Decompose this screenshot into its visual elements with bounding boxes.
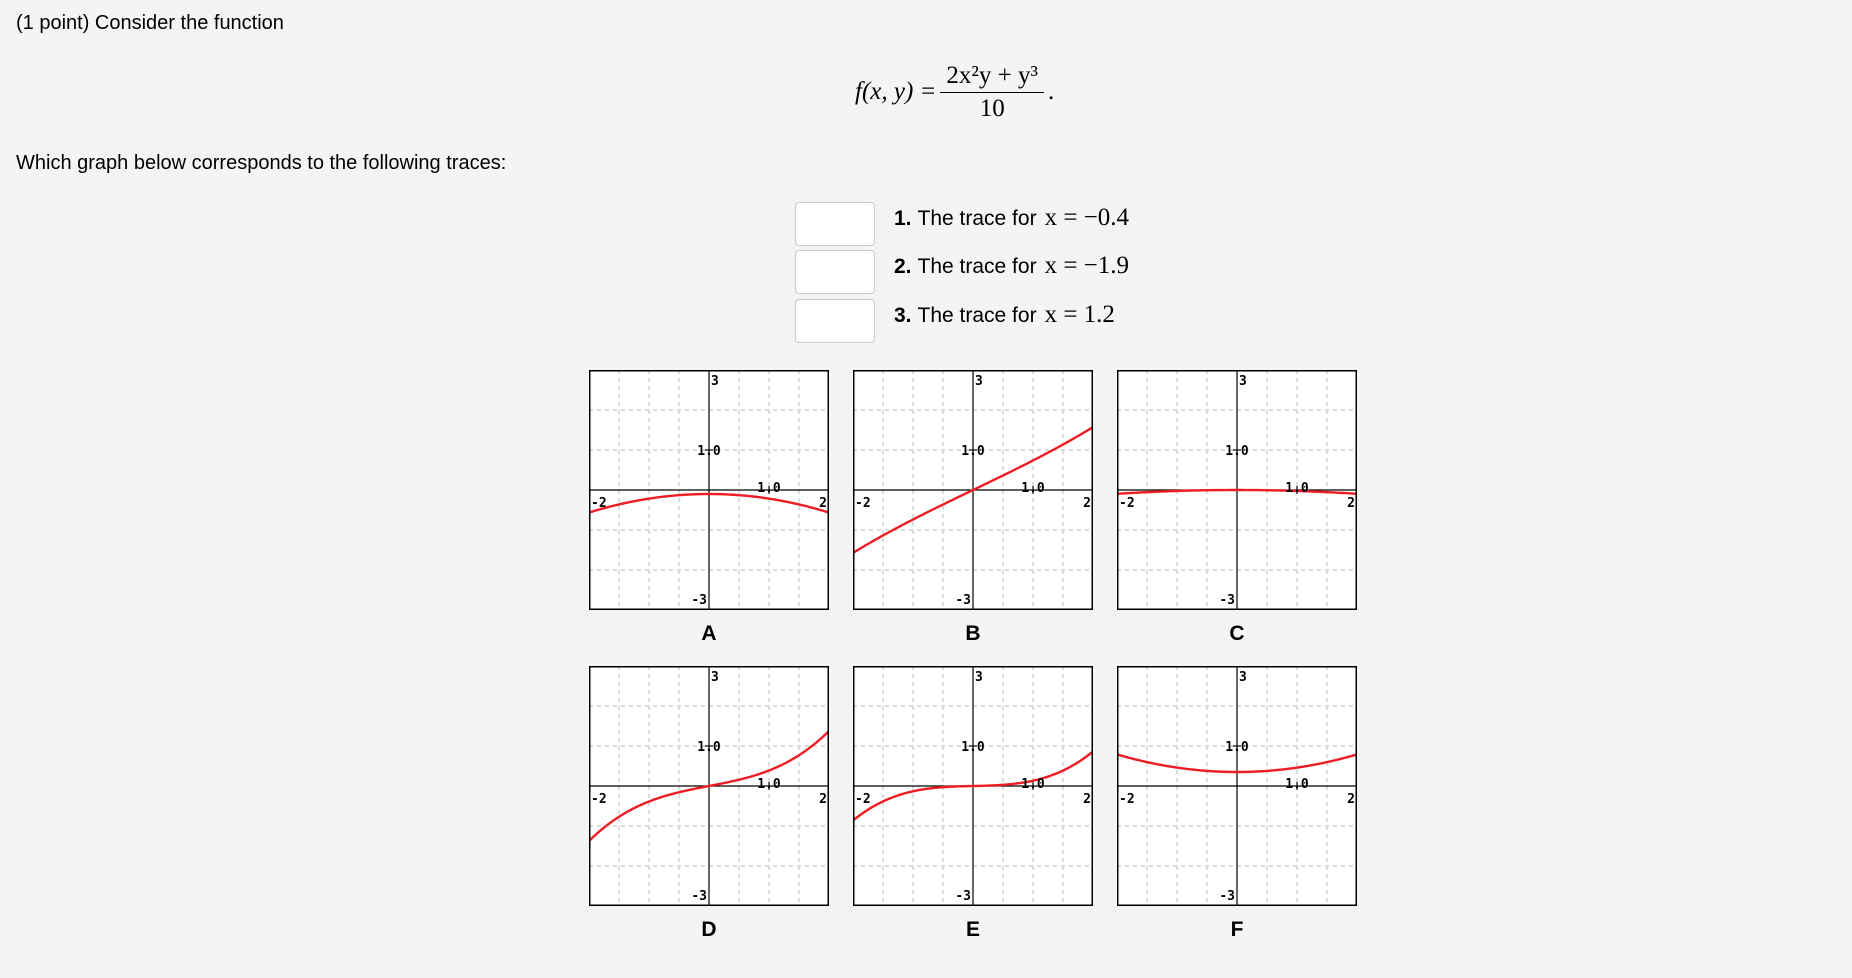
graph-plot — [589, 370, 829, 610]
graph-f-label: F — [1230, 918, 1244, 941]
x-tick-label: 1.0 — [1285, 481, 1309, 496]
graph-a — [589, 370, 829, 610]
trace-2-text: The trace for — [917, 255, 1037, 278]
y-min-label: -3 — [691, 889, 707, 904]
x-tick-label: 1.0 — [1021, 777, 1045, 792]
y-max-label: 3 — [711, 374, 719, 389]
y-tick-label: 1.0 — [697, 444, 721, 459]
problem-intro: (1 point) Consider the function — [16, 12, 284, 34]
formula-lhs: f(x, y) = — [855, 78, 937, 105]
graph-a-label: A — [701, 622, 717, 645]
y-tick-label: 1.0 — [1225, 444, 1249, 459]
y-tick-label: 1.0 — [961, 444, 985, 459]
question-text: Which graph below corresponds to the following traces: — [16, 152, 507, 174]
trace-2 — [894, 252, 1129, 280]
y-tick-label: 1.0 — [1225, 740, 1249, 755]
x-tick-label: 1.0 — [1285, 777, 1309, 792]
y-tick-label: 1.0 — [961, 740, 985, 755]
answer-box-1[interactable] — [795, 202, 875, 246]
x-max-label: 2 — [819, 792, 827, 807]
x-max-label: 2 — [1083, 496, 1091, 511]
trace-2-value: x = −1.9 — [1044, 252, 1130, 279]
graph-e — [853, 666, 1093, 906]
formula-period: . — [1048, 78, 1055, 105]
y-max-label: 3 — [1239, 374, 1247, 389]
graph-plot — [853, 370, 1093, 610]
function-formula — [855, 52, 1054, 132]
x-max-label: 2 — [1083, 792, 1091, 807]
trace-3-value: x = 1.2 — [1044, 301, 1115, 328]
graph-d — [589, 666, 829, 906]
formula-denominator: 10 — [979, 94, 1005, 122]
graph-b — [853, 370, 1093, 610]
y-tick-label: 1.0 — [697, 740, 721, 755]
trace-3-text: The trace for — [917, 304, 1037, 327]
trace-1 — [894, 204, 1129, 232]
y-max-label: 3 — [711, 670, 719, 685]
x-max-label: 2 — [819, 496, 827, 511]
y-min-label: -3 — [955, 593, 971, 608]
graph-plot — [589, 666, 829, 906]
graph-c — [1117, 370, 1357, 610]
formula-fraction — [940, 62, 1044, 123]
graph-e-label: E — [965, 918, 980, 941]
x-min-label: -2 — [591, 496, 607, 511]
x-min-label: -2 — [855, 792, 871, 807]
graph-c-label: C — [1229, 622, 1245, 645]
trace-1-text: The trace for — [917, 207, 1037, 230]
x-min-label: -2 — [1119, 496, 1135, 511]
trace-1-number: 1. — [894, 207, 912, 230]
trace-3 — [894, 301, 1115, 329]
answer-box-3[interactable] — [795, 299, 875, 343]
x-min-label: -2 — [591, 792, 607, 807]
y-max-label: 3 — [1239, 670, 1247, 685]
x-min-label: -2 — [855, 496, 871, 511]
graph-plot — [853, 666, 1093, 906]
x-tick-label: 1.0 — [1021, 481, 1045, 496]
x-max-label: 2 — [1347, 496, 1355, 511]
trace-3-number: 3. — [894, 304, 912, 327]
answer-box-2[interactable] — [795, 250, 875, 294]
y-min-label: -3 — [691, 593, 707, 608]
graph-f — [1117, 666, 1357, 906]
formula-numerator: 2x²y + y³ — [940, 62, 1044, 93]
y-max-label: 3 — [975, 670, 983, 685]
trace-1-value: x = −0.4 — [1044, 204, 1130, 231]
graph-b-label: B — [965, 622, 981, 645]
x-tick-label: 1.0 — [757, 777, 781, 792]
x-min-label: -2 — [1119, 792, 1135, 807]
trace-2-number: 2. — [894, 255, 912, 278]
graph-d-label: D — [701, 918, 717, 941]
y-min-label: -3 — [1219, 889, 1235, 904]
y-max-label: 3 — [975, 374, 983, 389]
y-min-label: -3 — [955, 889, 971, 904]
graph-plot — [1117, 666, 1357, 906]
graph-plot — [1117, 370, 1357, 610]
x-max-label: 2 — [1347, 792, 1355, 807]
x-tick-label: 1.0 — [757, 481, 781, 496]
y-min-label: -3 — [1219, 593, 1235, 608]
